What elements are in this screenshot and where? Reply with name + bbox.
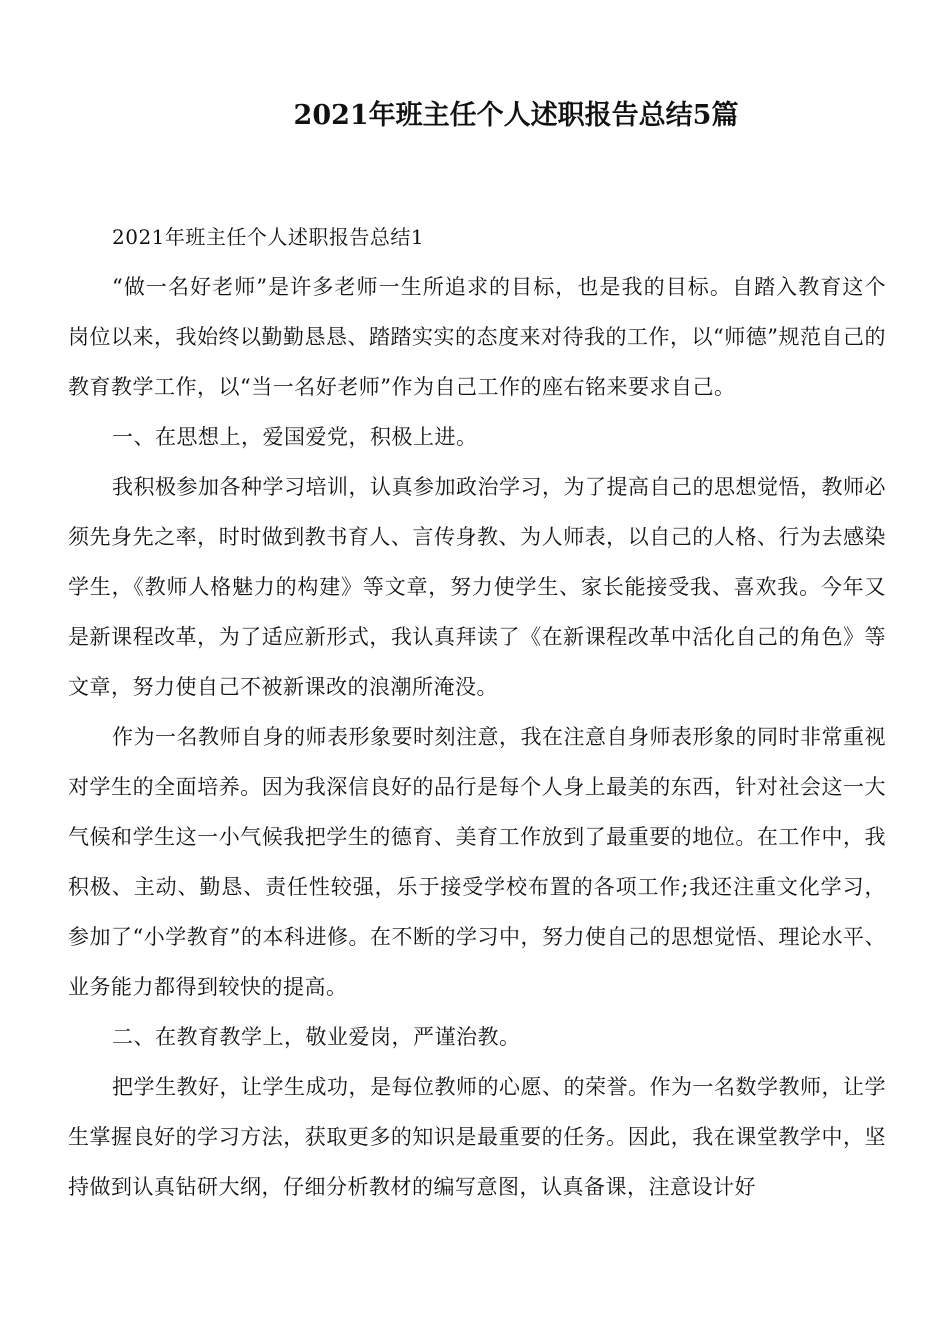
document-body <box>68 212 886 1212</box>
paragraph: 把学生教好，让学生成功，是每位教师的心愿、的荣誉。作为一名数学教师，让学生掌握良好的学习方法，获取更多的知识是最重要的任务。因此，我在课堂教学中，坚持做到认真钻研大纲，仔细分析教材的编写意图，认真备课，注意设计好 <box>68 1075 886 1199</box>
section-heading: 二、在教育教学上，敬业爱岗，严谨治教。 <box>112 1025 521 1049</box>
section-heading: 2021年班主任个人述职报告总结1 <box>112 225 425 249</box>
paragraph: “做一名好老师”是许多老师一生所追求的目标，也是我的目标。自踏入教育这个岗位以来，我始终以勤勤恳恳、踏踏实实的态度来对待我的工作，以“师德”规范自己的教育教学工作，以“当一名好老师”作为自己工作的座右铭来要求自己。 <box>68 275 886 399</box>
paragraph: 作为一名教师自身的师表形象要时刻注意，我在注意自身师表形象的同时非常重视对学生的全面培养。因为我深信良好的品行是每个人身上最美的东西，针对社会这一大气候和学生这一小气候我把学生的德育、美育工作放到了最重要的地位。在工作中，我积极、主动、勤恳、责任性较强，乐于接受学校布置的各项工作;我还注重文化学习，参加了“小学教育”的本科进修。在不断的学习中，努力使自己的思想觉悟、理论水平、业务能力都得到较快的提高。 <box>68 725 886 999</box>
document-title: 2021年班主任个人述职报告总结5篇 <box>293 100 739 131</box>
section-heading: 一、在思想上，爱国爱党，积极上进。 <box>112 425 478 449</box>
paragraph: 我积极参加各种学习培训，认真参加政治学习，为了提高自己的思想觉悟，教师必须先身先之率，时时做到教书育人、言传身教、为人师表，以自己的人格、行为去感染学生，《教师人格魅力的构建》等文章，努力使学生、家长能接受我、喜欢我。今年又是新课程改革，为了适应新形式，我认真拜读了《在新课程改革中活化自己的角色》等文章，努力使自己不被新课改的浪潮所淹没。 <box>68 475 886 699</box>
